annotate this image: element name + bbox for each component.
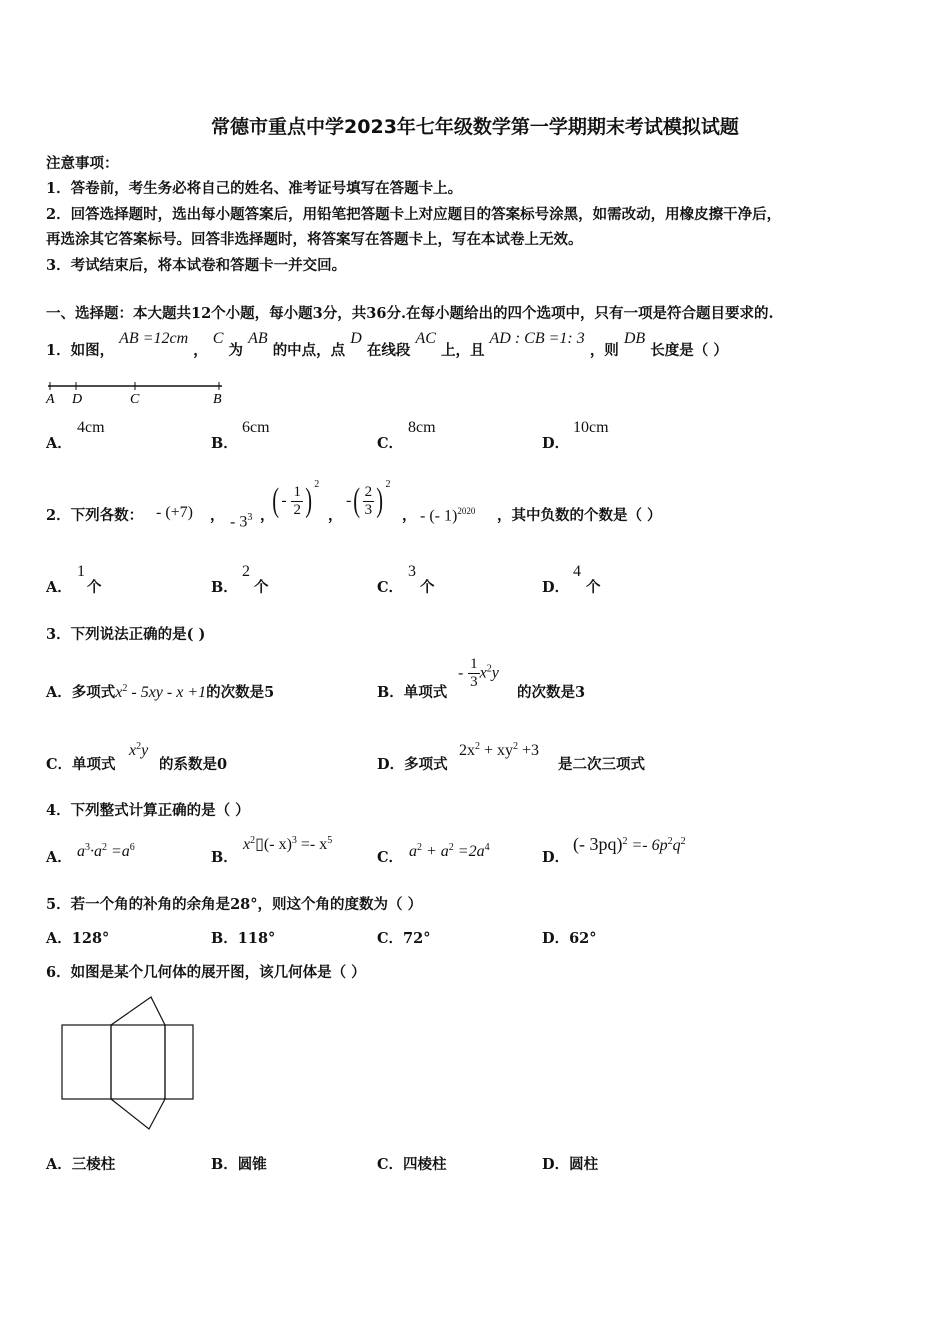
q1-then: ，则: [589, 342, 619, 359]
q1-segment-ab: AB: [248, 330, 268, 347]
question-1-stem: [46, 327, 728, 359]
q3-option-c-post: 的系数是0: [159, 756, 228, 773]
net-triangle-bottom: [111, 1099, 165, 1129]
label-c: C: [130, 392, 140, 407]
q2-option-b[interactable]: B．: [211, 579, 238, 596]
q1-ratio: AD : CB =1: 3: [489, 330, 585, 347]
q1-point-c: C: [212, 330, 224, 347]
q4-option-c[interactable]: C．: [377, 849, 404, 866]
q2-option-c-unit: 个: [420, 579, 435, 596]
q6-option-a[interactable]: A．三棱柱: [46, 1156, 116, 1173]
q1-option-b-value: 6cm: [242, 419, 270, 436]
label-d: D: [72, 392, 83, 407]
notes-line-1: 1．答卷前，考生务必将自己的姓名、准考证号填写在答题卡上。: [46, 180, 463, 197]
q2-option-a-value: 1: [77, 563, 85, 580]
q2-option-a-unit: 个: [87, 579, 102, 596]
label-b: B: [213, 392, 222, 407]
q1-segment-ac: AC: [415, 330, 436, 347]
q2-comma-3: ，: [328, 507, 343, 524]
q6-option-b[interactable]: B．圆锥: [211, 1156, 267, 1173]
q1-option-a[interactable]: A．: [46, 435, 72, 452]
label-a: A: [46, 392, 55, 407]
q4-option-d-expr: (- $3pq)^2 =- 6p^2q^2$: [573, 834, 686, 854]
q2-option-c-value: 3: [408, 563, 416, 580]
notes-line-3: 3．考试结束后，将本试卷和答题卡一并交回。: [46, 257, 347, 274]
q2-option-d[interactable]: D．: [542, 579, 570, 596]
q1-ab-length: AB =12cm: [119, 330, 189, 347]
q2-option-b-value: 2: [242, 563, 250, 580]
q6-net-figure: [55, 990, 205, 1135]
q5-option-c[interactable]: C．72°: [377, 930, 431, 947]
q3-option-c-expr: $x^2y$: [129, 741, 149, 759]
q4-option-a[interactable]: A．: [46, 849, 72, 866]
q5-option-b[interactable]: B．118°: [211, 930, 276, 947]
section-heading: 一、选择题：本大题共12个小题，每小题3分，共36分.在每小题给出的四个选项中，只有一项是符合题目要求的.: [46, 305, 774, 322]
q4-option-b[interactable]: B．: [211, 849, 238, 866]
q2-term-3: ( - $\frac{1}{2}$ ) $^2$: [272, 479, 320, 519]
q1-point-d: D: [350, 330, 362, 347]
notes-line-2a: 2．回答选择题时，选出每小题答案后，用铅笔把答题卡上对应题目的答案标号涂黑，如需改动，用橡皮擦干净后，: [46, 206, 782, 223]
q5-option-d[interactable]: D．62°: [542, 930, 597, 947]
q4-option-b-expr: $x^2▯(-$ $x)^3 =- x^5$: [243, 835, 333, 853]
q3-option-d-post: 是二次三项式: [558, 756, 645, 773]
q3-option-d-expr: $2x^2 + xy^2 +3$: [459, 741, 540, 759]
net-face-right: [165, 1025, 193, 1099]
q2-prefix: 2．下列各数：: [46, 507, 144, 524]
q2-term-4: -( $\frac{2}{3}$ ) $^2$: [346, 479, 391, 519]
q1-prefix: 1．如图，: [46, 342, 115, 359]
q3-option-d[interactable]: D．多项式: [377, 756, 448, 773]
q1-option-a-value: 4cm: [77, 419, 105, 436]
q2-term-2: - $3^3$: [230, 512, 253, 531]
q3-option-b-post: 的次数是3: [517, 684, 586, 701]
q2-suffix: ，其中负数的个数是（ ）: [497, 507, 662, 524]
q1-option-b[interactable]: B．: [211, 435, 238, 452]
q2-term-5: - (- 1)$^{2020}$: [420, 506, 476, 525]
q3-option-c[interactable]: C．单项式: [46, 756, 116, 773]
q3-stem: 3．下列说法正确的是( ): [46, 626, 206, 643]
q1-upper: 上，且: [440, 342, 485, 359]
q3-option-a[interactable]: A．多项式$x^2 - 5xy - x +1$的次数是5: [46, 683, 275, 701]
q2-comma-4: ，: [402, 507, 417, 524]
q2-comma-1: ，: [210, 507, 225, 524]
q1-option-d-value: 10cm: [573, 419, 609, 436]
q1-segment-db: DB: [623, 330, 646, 347]
q2-option-d-value: 4: [573, 563, 581, 580]
q5-stem: 5．若一个角的补角的余角是28°，则这个角的度数为（ ）: [46, 896, 423, 913]
q6-option-d[interactable]: D．圆柱: [542, 1156, 599, 1173]
q3-option-b[interactable]: B．单项式: [377, 684, 448, 701]
q4-option-a-expr: $a^3\cdot a^2 =a^6$: [77, 842, 135, 860]
q2-option-b-unit: 个: [254, 579, 269, 596]
q1-wei: 为: [228, 342, 244, 359]
q1-option-d[interactable]: D．: [542, 435, 570, 452]
q1-segment-figure: [44, 378, 234, 408]
q1-on-segment: 在线段: [366, 342, 411, 359]
q4-option-c-expr: $a^2 + a^2 =2a^4$: [409, 842, 490, 860]
page-title: 常德市重点中学2023年七年级数学第一学期期末考试模拟试题: [211, 116, 739, 138]
net-face-middle: [111, 1025, 165, 1099]
q1-midpoint-text: 的中点，点: [272, 342, 346, 359]
q6-stem: 6．如图是某个几何体的展开图，该几何体是（ ）: [46, 964, 366, 981]
q2-comma-2: ，: [260, 507, 275, 524]
q4-stem: 4．下列整式计算正确的是（ ）: [46, 802, 250, 819]
q2-option-a[interactable]: A．: [46, 579, 72, 596]
q1-option-c[interactable]: C．: [377, 435, 404, 452]
q4-option-d[interactable]: D．: [542, 849, 570, 866]
q2-term-1: - (+7): [156, 504, 194, 521]
q2-option-d-unit: 个: [586, 579, 601, 596]
q2-option-c[interactable]: C．: [377, 579, 404, 596]
q3-option-b-expr: - $\frac{1}{3}$ $x^2y$: [458, 656, 499, 690]
q5-option-a[interactable]: A．128°: [46, 930, 110, 947]
notes-line-2b: 再选涂其它答案标号。回答非选择题时，将答案写在答题卡上，写在本试卷上无效。: [46, 231, 583, 248]
notes-heading: 注意事项：: [46, 155, 119, 172]
q1-option-c-value: 8cm: [408, 419, 436, 436]
q1-length-prompt: 长度是（ ）: [650, 342, 728, 359]
net-face-left: [62, 1025, 111, 1099]
q6-option-c[interactable]: C．四棱柱: [377, 1156, 447, 1173]
net-triangle-top: [111, 997, 165, 1025]
q1-comma: ，: [193, 342, 208, 359]
